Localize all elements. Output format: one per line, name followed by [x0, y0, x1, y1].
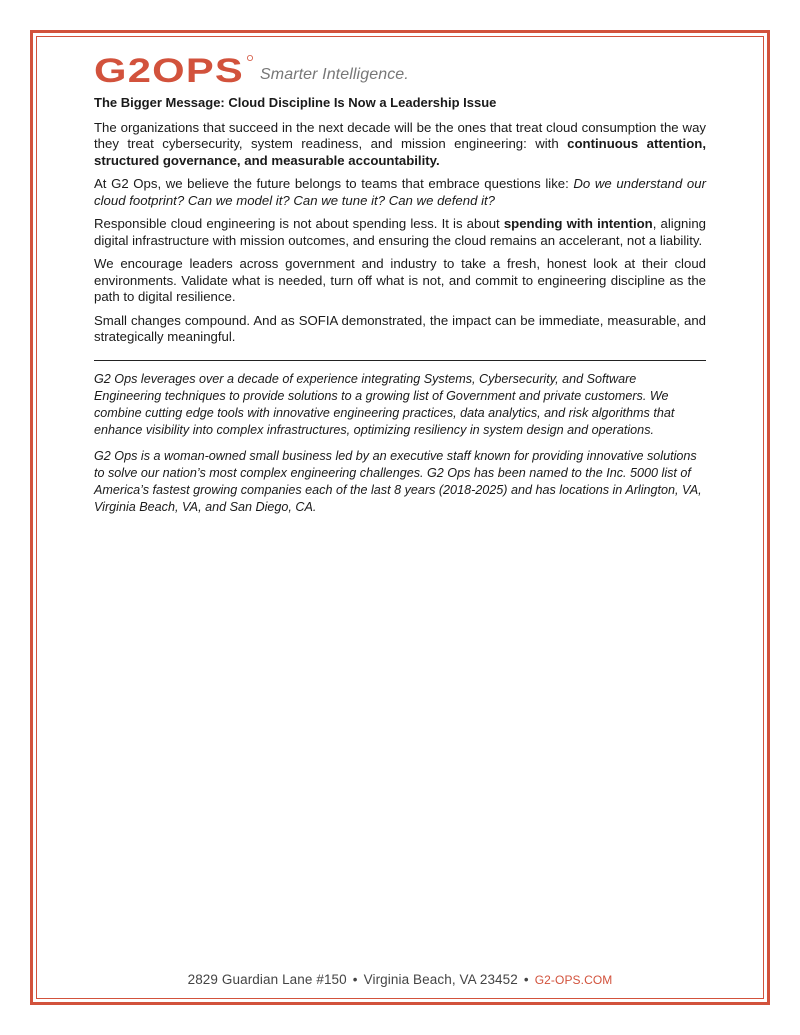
- paragraph-4: We encourage leaders across government and industry to take a fresh, honest look at their cloud environments. Validate what is needed, turn off what is not, and commit to engineering discipline as the path to digital resilience.: [94, 256, 706, 304]
- paragraph-3-bold: spending with intention: [503, 216, 653, 231]
- company-logo: [94, 54, 409, 86]
- paragraph-3-after: , aligning digital infrastructure with mission outcomes, and ensuring the cloud remains an accelerant, not a liability.: [94, 216, 706, 248]
- paragraph-2-italic: Do we understand our cloud footprint? Can we model it? Can we tune it? Can we defend it?: [94, 176, 706, 208]
- about-section: [94, 371, 706, 516]
- footer-website-link[interactable]: G2-OPS.COM: [534, 973, 613, 987]
- paragraph-2-text: At G2 Ops, we believe the future belongs to teams that embrace questions like:: [94, 176, 574, 191]
- registered-mark-icon: [247, 55, 252, 60]
- logo-wordmark: G2OPS: [94, 54, 244, 86]
- paragraph-3: [94, 216, 706, 249]
- footer-city: Virginia Beach, VA 23452: [363, 972, 518, 987]
- footer-separator-2: •: [523, 972, 529, 987]
- paragraph-2: [94, 176, 706, 209]
- footer-address: 2829 Guardian Lane #150: [187, 972, 347, 987]
- section-divider: [94, 360, 706, 361]
- paragraph-1-text: The organizations that succeed in the next decade will be the ones that treat cloud consumption the way they treat cybersecurity, system readiness, and mission engineering: with: [94, 119, 706, 151]
- footer-separator-1: •: [352, 972, 358, 987]
- article-body: [94, 95, 706, 525]
- logo-tagline: Smarter Intelligence.: [260, 66, 409, 83]
- page-footer: [0, 972, 800, 987]
- about-paragraph-2: G2 Ops is a woman-owned small business led by an executive staff known for providing innovative solutions to solve our nation’s most complex engineering challenges. G2 Ops has been named to the Inc. 5000 list of America’s fastest growing companies each of the last 8 years (2018-2025) and has locations in Arlington, VA, Virginia Beach, VA, and San Diego, CA.: [94, 448, 702, 514]
- g2ops-logo-mark: [94, 54, 254, 86]
- article-heading: The Bigger Message: Cloud Discipline Is Now a Leadership Issue: [94, 95, 497, 110]
- paragraph-1-bold: continuous attention, structured governance, and measurable accountability.: [94, 136, 706, 168]
- paragraph-1: [94, 120, 706, 170]
- paragraph-3-before: Responsible cloud engineering is not about spending less. It is about: [94, 216, 504, 231]
- paragraph-5: Small changes compound. And as SOFIA demonstrated, the impact can be immediate, measurable, and strategically meaningful.: [94, 312, 706, 344]
- about-paragraph-1: G2 Ops leverages over a decade of experience integrating Systems, Cybersecurity, and Software Engineering techniques to provide solutions to a growing list of Government and private customers. We combine cutting edge tools with innovative engineering practices, data analytics, and risk algorithms that enhance visibility into complex infrastructures, optimizing resiliency in system design and operations.: [94, 371, 675, 437]
